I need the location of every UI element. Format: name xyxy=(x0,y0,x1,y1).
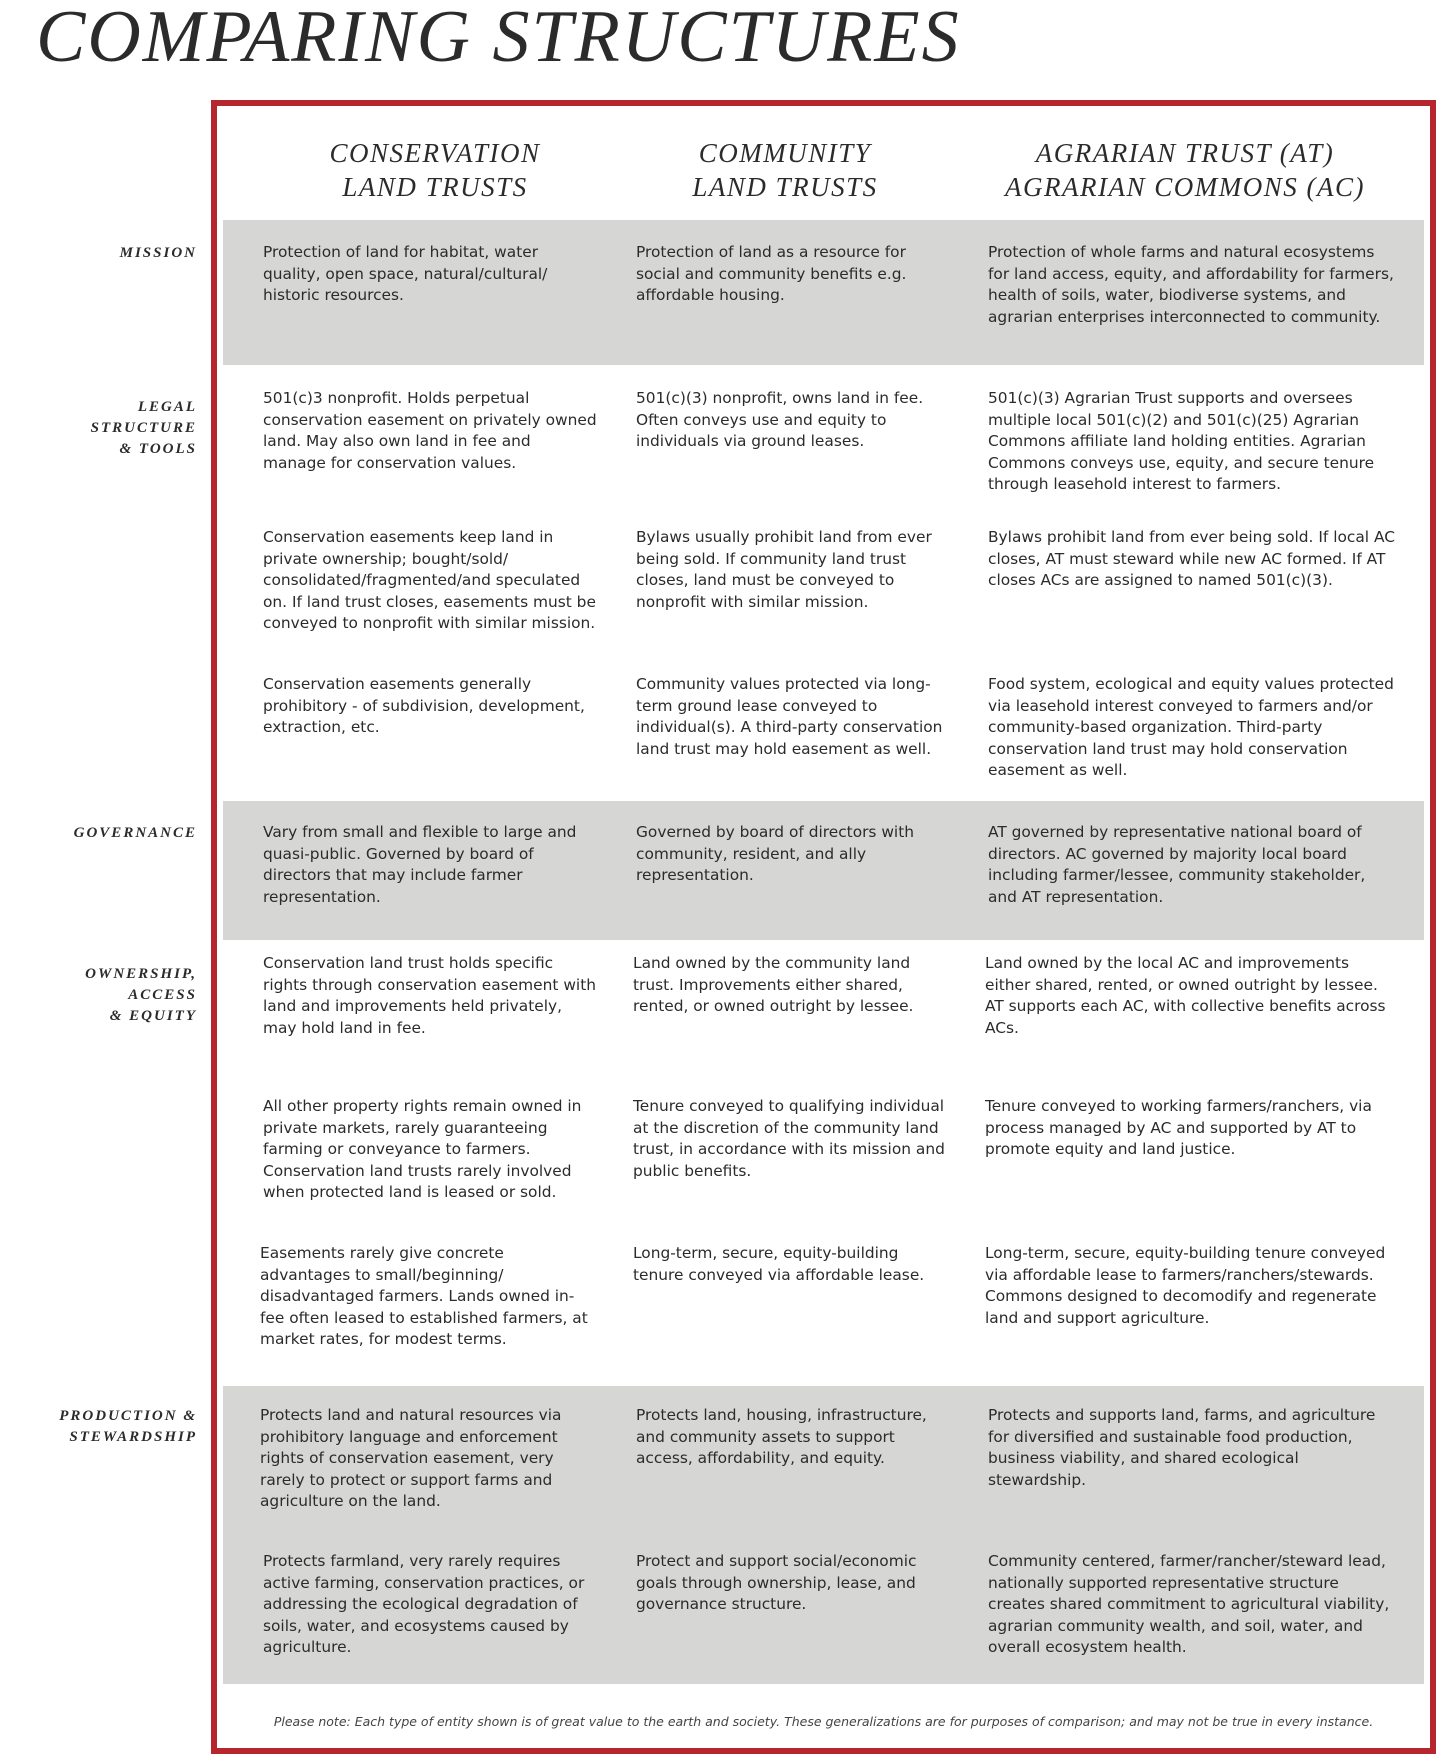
column-header-community xyxy=(640,136,930,204)
row-label-legal xyxy=(40,397,197,460)
production-cell-agrarian-1: Protects and supports land, farms, and agriculture for diversified and sustainable food production, business viability, and shared ecological stewardship. xyxy=(988,1406,1376,1489)
governance-cell-agrarian: AT governed by representative national board of directors. AC governed by majority local board including farmer/lessee, community stakeholder, and AT representation. xyxy=(988,823,1366,906)
column-header-line: LAND TRUSTS xyxy=(342,172,528,202)
row-label-ownership xyxy=(40,964,197,1027)
legal-cell-conservation-2: Conservation easements keep land in private ownership; bought/sold/ consolidated/fragmented/and speculated on. If land trust closes, easements must be conveyed to nonprofit with similar mission. xyxy=(263,528,596,632)
mission-cell-agrarian: Protection of whole farms and natural ecosystems for land access, equity, and affordability for farmers, health of soils, water, biodiverse systems, and agrarian enterprises interconnected to community. xyxy=(988,243,1394,326)
governance-cell-conservation: Vary from small and flexible to large and quasi-public. Governed by board of directors that may include farmer representation. xyxy=(263,823,577,906)
mission-cell-community: Protection of land as a resource for social and community benefits e.g. affordable housing. xyxy=(636,243,907,304)
row-label-line: PRODUCTION & xyxy=(59,1408,197,1424)
ownership-cell-community-3: Long-term, secure, equity-building tenure conveyed via affordable lease. xyxy=(633,1244,925,1284)
legal-cell-community-3: Community values protected via long-term ground lease conveyed to individual(s). A third-party conservation land trust may hold easement as well. xyxy=(636,675,943,758)
ownership-cell-agrarian-3: Long-term, secure, equity-building tenure conveyed via affordable lease to farmers/ranchers/stewards. Commons designed to decomodify and regenerate land and support agriculture. xyxy=(985,1244,1386,1327)
row-label-line: STRUCTURE xyxy=(90,420,197,436)
ownership-cell-community-2: Tenure conveyed to qualifying individual at the discretion of the community land trust, in accordance with its mission and public benefits. xyxy=(633,1097,945,1180)
production-cell-conservation-2: Protects farmland, very rarely requires active farming, conservation practices, or addressing the ecological degradation of soils, water, and ecosystems caused by agriculture. xyxy=(263,1552,585,1656)
column-header-line: CONSERVATION xyxy=(329,138,541,168)
ownership-cell-conservation-1: Conservation land trust holds specific rights through conservation easement with land and improvements held privately, may hold land in fee. xyxy=(263,954,596,1037)
row-label-line: ACCESS xyxy=(128,987,197,1003)
column-header-line: AGRARIAN COMMONS (AC) xyxy=(1005,172,1365,202)
column-header-agrarian xyxy=(965,136,1405,204)
production-cell-conservation-1: Protects land and natural resources via prohibitory language and enforcement rights of conservation easement, very rarely to protect or support farms and agriculture on the land. xyxy=(260,1406,562,1510)
governance-cell-community: Governed by board of directors with community, resident, and ally representation. xyxy=(636,823,915,884)
page-title: COMPARING STRUCTURES xyxy=(36,0,961,78)
row-label-line: OWNERSHIP, xyxy=(85,966,197,982)
legal-cell-community-2: Bylaws usually prohibit land from ever being sold. If community land trust closes, land must be conveyed to nonprofit with similar mission. xyxy=(636,528,932,611)
legal-cell-agrarian-2: Bylaws prohibit land from ever being sold. If local AC closes, AT must steward while new AC formed. If AT closes ACs are assigned to named 501(c)(3). xyxy=(988,528,1395,589)
row-label-line: GOVERNANCE xyxy=(73,825,197,841)
column-header-line: AGRARIAN TRUST (AT) xyxy=(1035,138,1335,168)
footnote: Please note: Each type of entity shown is of great value to the earth and society. These generalizations are for purposes of comparison; and may not be true in every instance. xyxy=(273,1714,1374,1729)
column-header-conservation xyxy=(290,136,580,204)
legal-cell-conservation-1: 501(c)3 nonprofit. Holds perpetual conservation easement on privately owned land. May also own land in fee and manage for conservation values. xyxy=(263,389,597,472)
ownership-cell-agrarian-2: Tenure conveyed to working farmers/ranchers, via process managed by AC and supported by AT to promote equity and land justice. xyxy=(985,1097,1372,1158)
row-label-line: & EQUITY xyxy=(109,1008,197,1024)
legal-cell-conservation-3: Conservation easements generally prohibitory - of subdivision, development, extraction, etc. xyxy=(263,675,585,736)
production-cell-community-2: Protect and support social/economic goals through ownership, lease, and governance structure. xyxy=(636,1552,917,1613)
legal-cell-agrarian-3: Food system, ecological and equity values protected via leasehold interest conveyed to farmers and/or community-based organization. Third-party conservation land trust may hold conservation easement as well. xyxy=(988,675,1394,779)
ownership-cell-community-1: Land owned by the community land trust. Improvements either shared, rented, or owned outright by lessee. xyxy=(633,954,914,1015)
production-cell-community-1: Protects land, housing, infrastructure, and community assets to support access, affordability, and equity. xyxy=(636,1406,927,1467)
legal-cell-agrarian-1: 501(c)(3) Agrarian Trust supports and oversees multiple local 501(c)(2) and 501(c)(25) Agrarian Commons affiliate land holding entities. Agrarian Commons conveys use, equity, and secure tenure through leasehold interest to farmers. xyxy=(988,389,1375,493)
row-label-line: LEGAL xyxy=(137,399,197,415)
row-label-line: & TOOLS xyxy=(119,441,197,457)
ownership-cell-conservation-3: Easements rarely give concrete advantages to small/beginning/ disadvantaged farmers. Lands owned in-fee often leased to established farmers, at market rates, for modest terms. xyxy=(260,1244,588,1348)
row-label-mission xyxy=(40,243,197,264)
row-label-production xyxy=(40,1406,197,1448)
mission-cell-conservation: Protection of land for habitat, water quality, open space, natural/cultural/ historic resources. xyxy=(263,243,548,304)
column-header-line: COMMUNITY xyxy=(698,138,872,168)
row-label-line: STEWARDSHIP xyxy=(69,1429,197,1445)
ownership-cell-agrarian-1: Land owned by the local AC and improvements either shared, rented, or owned outright by lessee. AT supports each AC, with collective benefits across ACs. xyxy=(985,954,1386,1037)
ownership-cell-conservation-2: All other property rights remain owned in private markets, rarely guaranteeing farming or conveyance to farmers. Conservation land trusts rarely involved when protected land is leased or sold. xyxy=(263,1097,582,1201)
row-label-line: MISSION xyxy=(119,245,197,261)
legal-cell-community-1: 501(c)(3) nonprofit, owns land in fee. Often conveys use and equity to individuals via ground leases. xyxy=(636,389,924,450)
production-cell-agrarian-2: Community centered, farmer/rancher/steward lead, nationally supported representative structure creates shared commitment to agricultural viability, agrarian community wealth, and soil, water, and overall ecosystem health. xyxy=(988,1552,1390,1656)
column-header-line: LAND TRUSTS xyxy=(692,172,878,202)
row-label-governance xyxy=(40,823,197,844)
